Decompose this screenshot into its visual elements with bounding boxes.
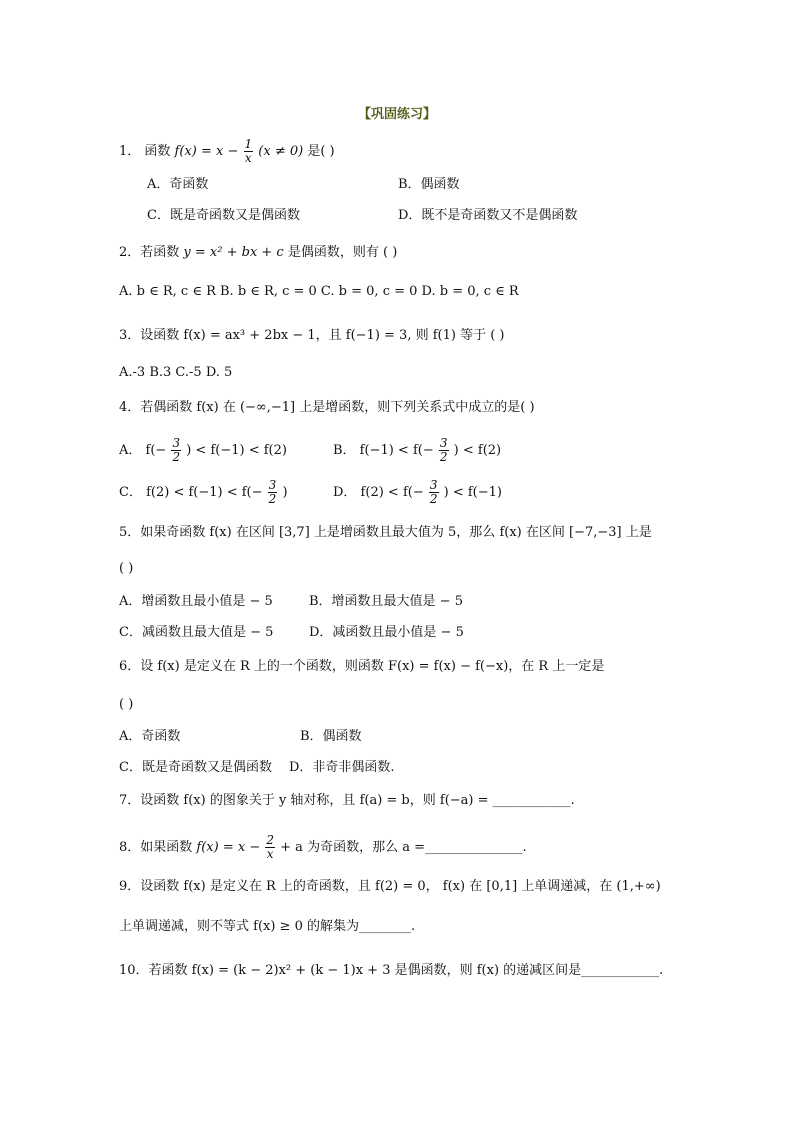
q1-suffix: 是( ) <box>307 144 335 159</box>
question-4: 4．若偶函数 f(x) 在 (−∞,−1] 上是增函数，则下列关系式中成立的是( ) <box>119 400 535 415</box>
q4-b-pre: B． f(−1) < f(− <box>333 443 434 458</box>
q8-lhs: f(x) = x − <box>196 840 261 855</box>
q5-answer-paren: ( ) <box>119 561 134 576</box>
q5-option-b: B．增函数且最大值是 − 5 <box>309 594 463 609</box>
q4-c-pre: C． f(2) < f(−1) < f(− <box>119 485 263 500</box>
q1-option-c: C．既是奇函数又是偶函数 <box>147 208 300 223</box>
q1-option-a: A．奇函数 <box>147 177 209 192</box>
q1-prefix: 1． 函数 <box>119 144 171 159</box>
q1-frac-num: 1 <box>244 137 253 151</box>
q4-a-fraction <box>171 437 181 464</box>
q3-options: A.-3 B.3 C.-5 D. 5 <box>119 365 233 380</box>
question-2 <box>119 244 734 262</box>
q8-frac-den: x <box>266 847 274 861</box>
section-title: 【巩固练习】 <box>357 107 436 122</box>
q4-b-fraction <box>439 437 449 464</box>
question-10: 10．若函数 f(x) = (k − 2)x² + (k − 1)x + 3 是偶函数，则 f(x) 的递减区间是____________. <box>119 963 664 978</box>
question-1 <box>119 138 734 165</box>
q8-prefix: 8．如果函数 <box>119 840 193 855</box>
q6-option-b: B．偶函数 <box>300 729 362 744</box>
q8-fraction <box>265 834 275 861</box>
q4-option-b <box>333 437 501 464</box>
q4-b-post: ) < f(2) <box>453 443 502 458</box>
q2-suffix: 是偶函数，则有 ( ) <box>287 245 398 260</box>
q6-option-c: C．既是奇函数又是偶函数 <box>119 760 272 775</box>
q1-lhs: f(x) = x − <box>174 144 239 159</box>
q4-d-fraction <box>429 479 439 506</box>
question-5: 5．如果奇函数 f(x) 在区间 [3,7] 上是增函数且最大值为 5，那么 f(x) 在区间 [−7,−3] 上是 <box>119 525 652 540</box>
q4-a-frac-num: 3 <box>172 436 181 450</box>
q4-d-frac-den: 2 <box>429 492 438 506</box>
q4-b-frac-den: 2 <box>439 450 448 464</box>
question-9-line-2: 上单调递减，则不等式 f(x) ≥ 0 的解集为________. <box>119 919 416 934</box>
q8-frac-num: 2 <box>266 833 275 847</box>
q1-option-b: B．偶函数 <box>398 177 460 192</box>
q4-c-frac-num: 3 <box>268 478 277 492</box>
q4-c-frac-den: 2 <box>268 492 277 506</box>
question-7: 7．设函数 f(x) 的图象关于 y 轴对称，且 f(a) = b，则 f(−a) = ____________. <box>119 793 575 808</box>
q4-a-post: ) < f(−1) < f(2) <box>186 443 287 458</box>
q6-answer-paren: ( ) <box>119 697 134 712</box>
q1-option-d: D．既不是奇函数又不是偶函数 <box>398 208 578 223</box>
q1-rhs: (x ≠ 0) <box>258 144 304 159</box>
q4-c-post: ) <box>282 485 288 500</box>
q4-option-a <box>119 437 287 464</box>
q4-a-frac-den: 2 <box>172 450 181 464</box>
question-3: 3．设函数 f(x) = ax³ + 2bx − 1，且 f(−1) = 3, 则 f(1) 等于 ( ) <box>119 328 505 343</box>
q4-option-d <box>333 479 502 506</box>
q4-d-frac-num: 3 <box>429 478 438 492</box>
q4-option-c <box>119 479 288 506</box>
q4-d-post: ) < f(−1) <box>443 485 502 500</box>
q2-prefix: 2．若函数 <box>119 245 180 260</box>
q5-option-c: C．减函数且最大值是 − 5 <box>119 625 274 640</box>
q5-option-a: A．增函数且最小值是 − 5 <box>119 594 273 609</box>
q2-expr: y = x² + bx + c <box>183 245 284 260</box>
q4-a-pre: A． f(− <box>119 443 167 458</box>
q2-options: A. b ∈ R, c ∈ R B. b ∈ R, c = 0 C. b = 0, c = 0 D. b = 0, c ∈ R <box>119 284 519 299</box>
q4-c-fraction <box>268 479 278 506</box>
question-6: 6．设 f(x) 是定义在 R 上的一个函数，则函数 F(x) = f(x) − f(−x)，在 R 上一定是 <box>119 659 605 674</box>
q6-option-a: A．奇函数 <box>119 729 181 744</box>
q5-option-d: D．减函数且最小值是 − 5 <box>309 625 464 640</box>
q1-frac-den: x <box>244 151 252 165</box>
q4-b-frac-num: 3 <box>439 436 448 450</box>
question-8 <box>119 834 734 861</box>
q8-suffix: + a 为奇函数，那么 a =_______________. <box>280 840 527 855</box>
q6-option-d: D．非奇非偶函数. <box>289 760 395 775</box>
question-9-line-1: 9．设函数 f(x) 是定义在 R 上的奇函数，且 f(2) = 0， f(x) 在 [0,1] 上单调递减，在 (1,+∞) <box>119 879 661 894</box>
q1-fraction <box>244 138 254 165</box>
q4-d-pre: D． f(2) < f(− <box>333 485 424 500</box>
